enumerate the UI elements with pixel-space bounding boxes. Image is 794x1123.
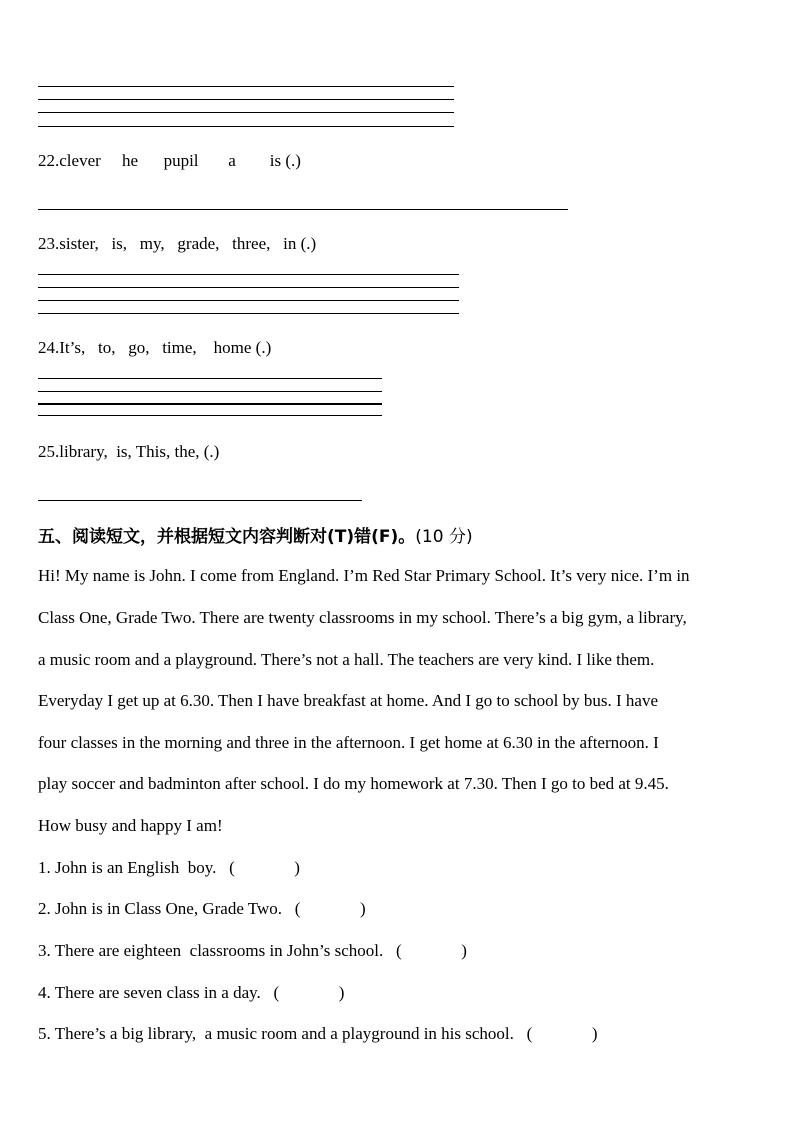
answer-line	[38, 126, 454, 127]
section-heading	[38, 522, 473, 547]
answer-line	[38, 403, 382, 405]
answer-blank[interactable]: ( )	[229, 858, 300, 877]
answer-blank[interactable]: ( )	[273, 983, 345, 1002]
answer-line	[38, 391, 382, 392]
tf-question-text: 4. There are seven class in a day.	[38, 983, 261, 1002]
answer-line	[38, 415, 382, 416]
passage-line: play soccer and badminton after school. I do my homework at 7.30. Then I go to bed at 9.45.	[38, 774, 669, 793]
answer-line	[38, 300, 459, 301]
answer-line	[38, 112, 454, 113]
passage-line: a music room and a playground. There’s not a hall. The teachers are very kind. I like them.	[38, 650, 655, 669]
answer-blank[interactable]: ( )	[396, 941, 467, 960]
answer-line	[38, 287, 459, 288]
tf-question-5	[38, 1024, 597, 1044]
answer-line	[38, 86, 454, 87]
answer-line	[38, 313, 459, 314]
answer-line[interactable]	[38, 209, 568, 210]
answer-blank[interactable]: ( )	[294, 899, 366, 918]
passage-line: Everyday I get up at 6.30. Then I have breakfast at home. And I go to school by bus. I have	[38, 691, 659, 710]
question-22: 22.clever he pupil a is (.)	[38, 151, 301, 170]
passage-line: four classes in the morning and three in the afternoon. I get home at 6.30 in the afternoon. I	[38, 733, 659, 752]
tf-question-text: 1. John is an English boy.	[38, 858, 217, 877]
answer-line[interactable]	[38, 378, 382, 379]
answer-blank[interactable]: ( )	[526, 1024, 598, 1043]
answer-line	[38, 99, 454, 100]
question-25: 25.library, is, This, the, (.)	[38, 442, 220, 461]
question-23: 23.sister, is, my, grade, three, in (.)	[38, 234, 317, 253]
answer-line[interactable]	[38, 274, 459, 275]
answer-line[interactable]	[38, 500, 362, 501]
section-points: (10 分)	[415, 527, 473, 547]
passage-line: How busy and happy I am!	[38, 816, 223, 835]
question-24: 24.It’s, to, go, time, home (.)	[38, 338, 272, 357]
tf-question-3	[38, 941, 467, 961]
tf-question-1	[38, 858, 300, 878]
tf-question-4	[38, 983, 344, 1003]
passage-line: Class One, Grade Two. There are twenty classrooms in my school. There’s a big gym, a library,	[38, 608, 687, 627]
tf-question-text: 5. There’s a big library, a music room and a playground in his school.	[38, 1024, 514, 1043]
tf-question-2	[38, 899, 366, 919]
tf-question-text: 3. There are eighteen classrooms in John’s school.	[38, 941, 384, 960]
passage-line: Hi! My name is John. I come from England. I’m Red Star Primary School. It’s very nice. I’m in	[38, 566, 690, 585]
section-title: 五、阅读短文，并根据短文内容判断对(T)错(F)。	[38, 527, 416, 547]
tf-question-text: 2. John is in Class One, Grade Two.	[38, 899, 283, 918]
